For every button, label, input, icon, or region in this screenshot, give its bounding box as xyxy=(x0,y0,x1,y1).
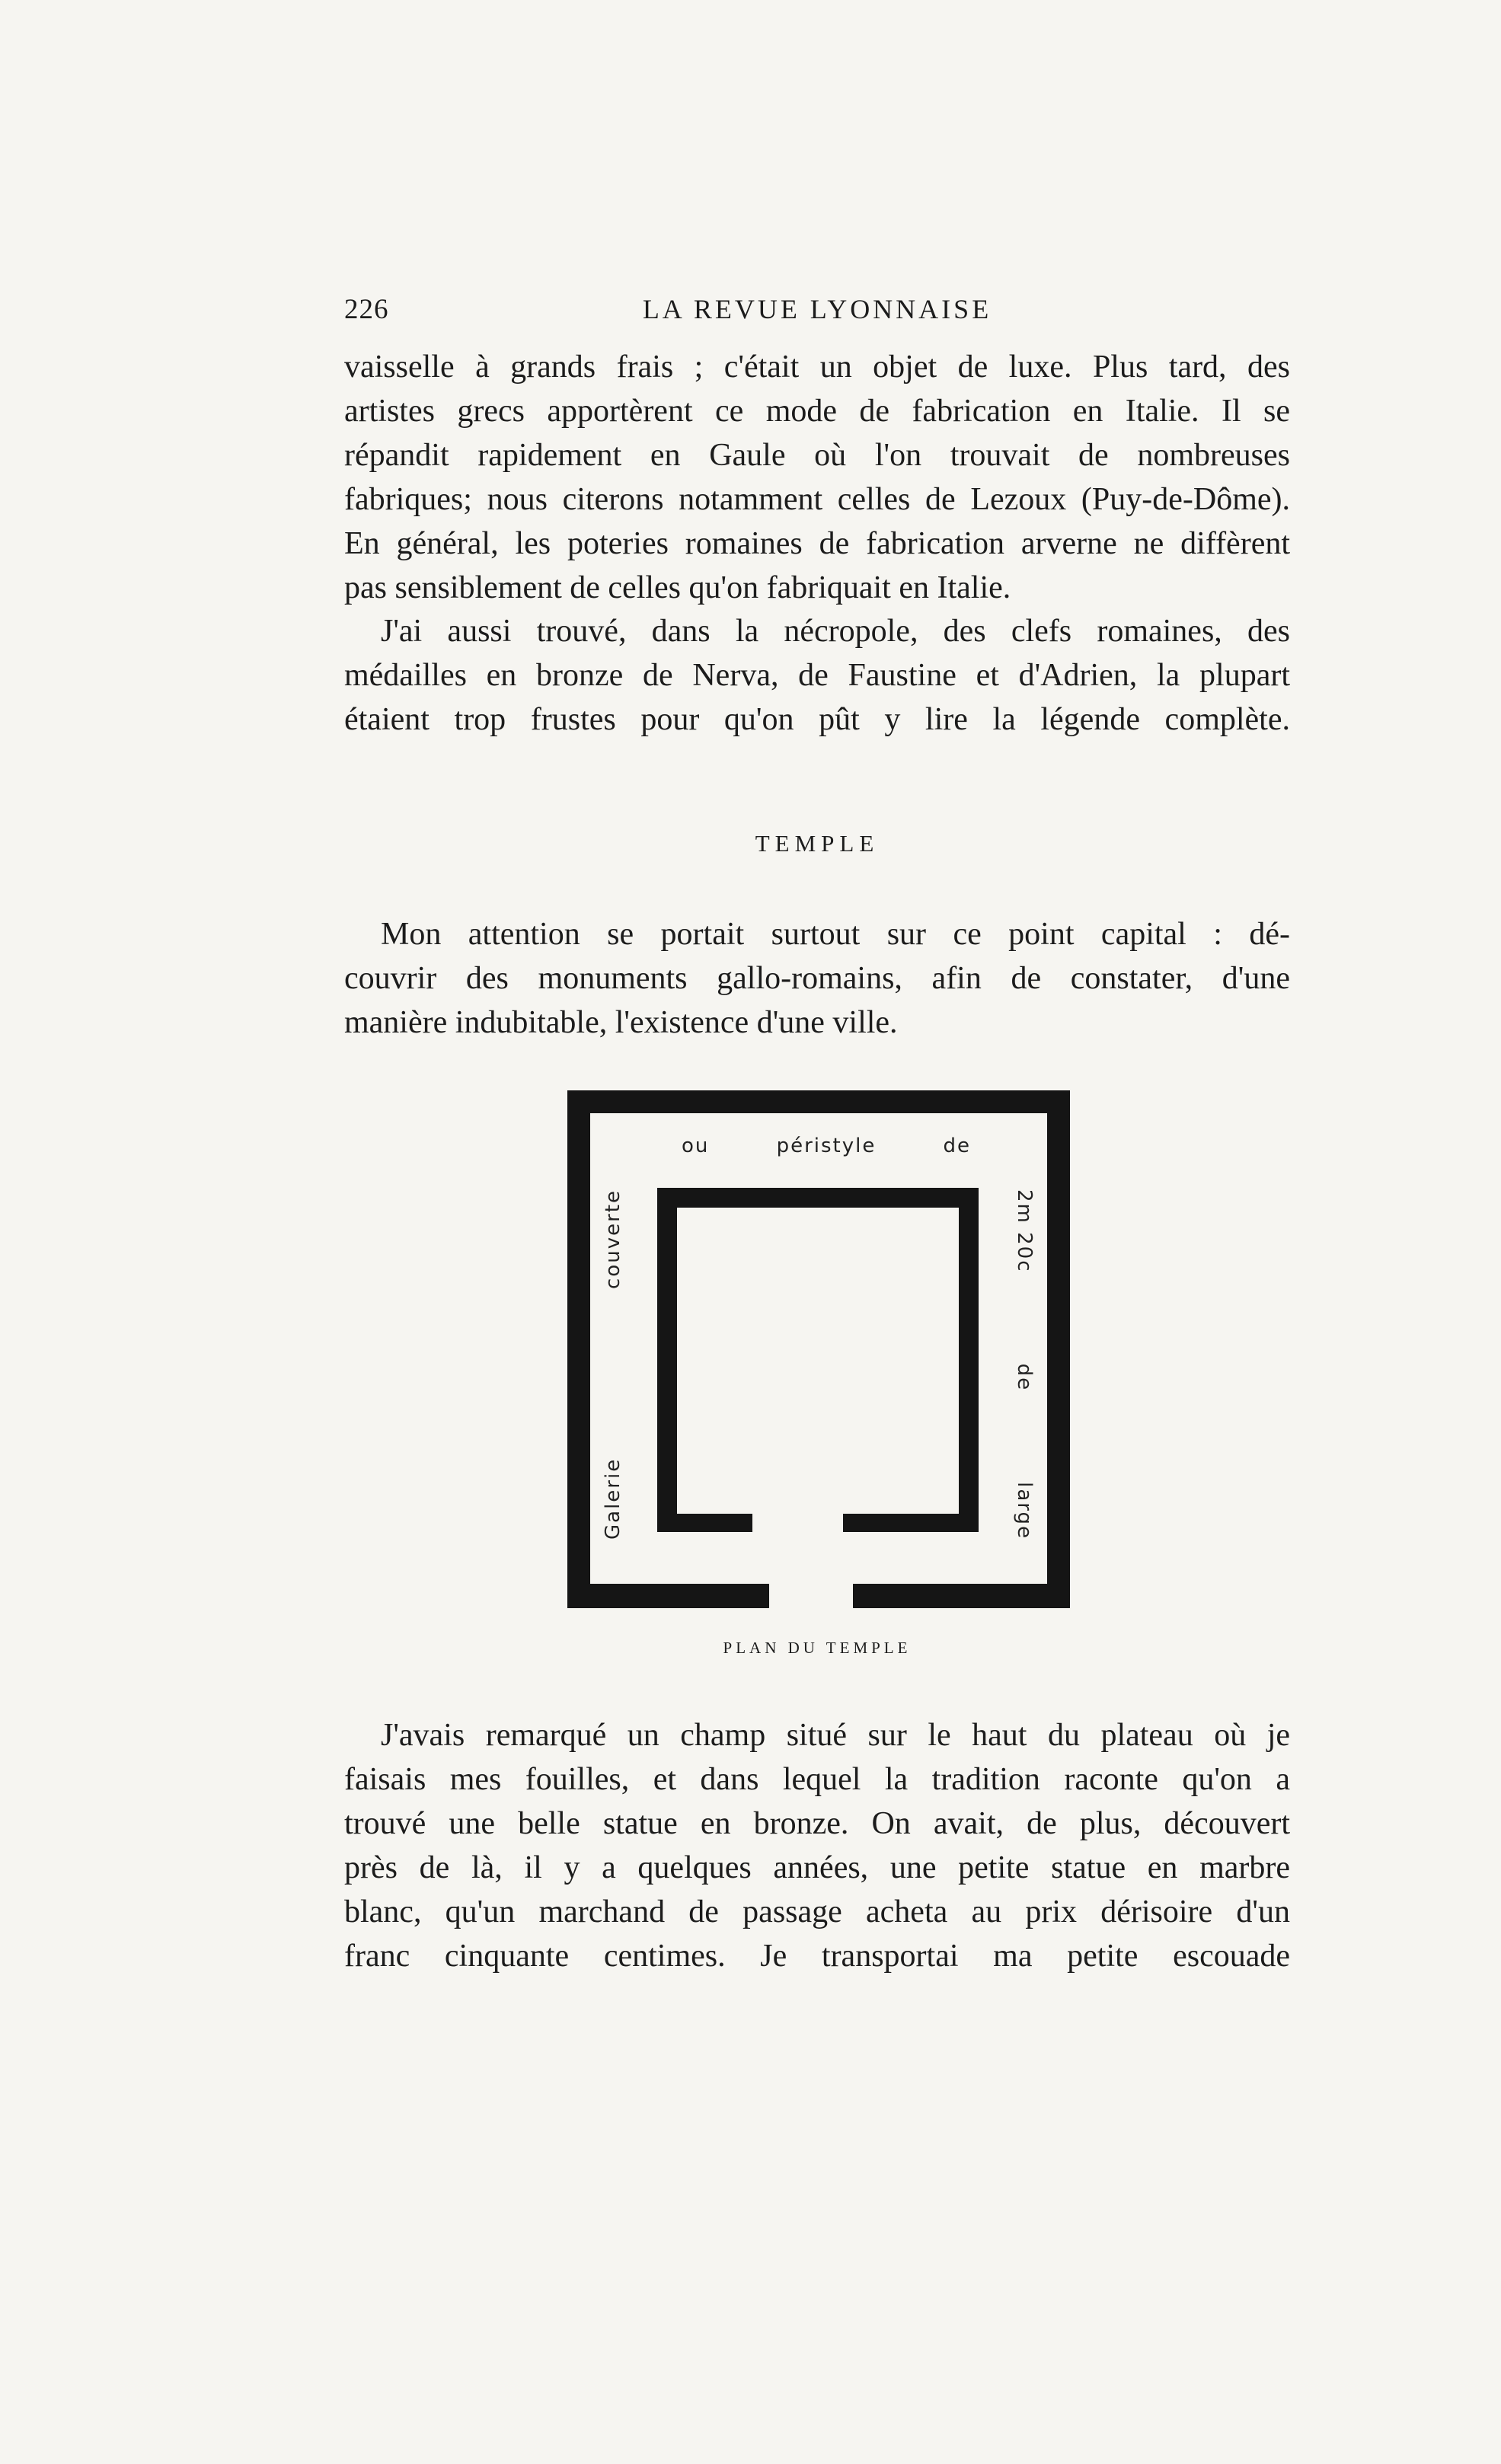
plan-label-word: couverte xyxy=(602,1189,624,1289)
text-line: étaient trop frustes pour qu'on pût y lire la légende complète. xyxy=(344,702,1290,737)
text-line: trouvé une belle statue en bronze. On avait, de plus, découvert xyxy=(344,1806,1290,1841)
text-line: blanc, qu'un marchand de passage acheta au prix dérisoire d'un xyxy=(344,1894,1290,1929)
paragraph-pottery xyxy=(344,345,1290,610)
text-line: J'avais remarqué un champ situé sur le haut du plateau où je xyxy=(381,1718,1290,1753)
paragraph-attention xyxy=(344,912,1290,1045)
text-line: Mon attention se portait surtout sur ce point capital : dé- xyxy=(381,917,1290,952)
plan-label-word: ou xyxy=(682,1135,710,1157)
outer-wall-bottom-left xyxy=(567,1584,769,1608)
inner-wall-right xyxy=(959,1188,979,1532)
text-line: pas sensiblement de celles qu'on fabriquait en Italie. xyxy=(344,570,1011,605)
plan-label-word: Galerie xyxy=(602,1457,624,1540)
plan-label-word: large xyxy=(1013,1482,1036,1540)
inner-wall-bottom-right xyxy=(843,1514,979,1532)
running-title: LA REVUE LYONNAISE xyxy=(642,294,992,324)
page-number: 226 xyxy=(344,294,389,325)
text-line: fabriques; nous citerons notamment celles de Lezoux (Puy-de-Dôme). xyxy=(344,482,1290,517)
inner-wall-bottom-left xyxy=(657,1514,752,1532)
outer-wall-right xyxy=(1047,1090,1070,1608)
inner-wall-left xyxy=(657,1188,677,1532)
paragraph-finds xyxy=(344,609,1290,742)
plan-label-right xyxy=(1001,1189,1047,1540)
outer-wall-top xyxy=(567,1090,1070,1113)
text-line: J'ai aussi trouvé, dans la nécropole, des clefs romaines, des xyxy=(381,614,1290,649)
text-line: artistes grecs apportèrent ce mode de fabrication en Italie. Il se xyxy=(344,394,1290,429)
text-line: manière indubitable, l'existence d'une ville. xyxy=(344,1005,898,1040)
plan-label-top xyxy=(682,1135,971,1157)
text-line: médailles en bronze de Nerva, de Faustine et d'Adrien, la plupart xyxy=(344,658,1290,693)
text-line: En général, les poteries romaines de fabrication arverne ne diffèrent xyxy=(344,526,1290,561)
text-line: franc cinquante centimes. Je transportai ma petite escouade xyxy=(344,1939,1290,1974)
outer-wall-left xyxy=(567,1090,590,1608)
text-line: répandit rapidement en Gaule où l'on trouvait de nombreuses xyxy=(344,438,1290,473)
section-title: TEMPLE xyxy=(755,830,880,857)
plan-label-word: de xyxy=(1013,1363,1036,1392)
temple-plan-diagram xyxy=(567,1090,1070,1608)
text-line: près de là, il y a quelques années, une petite statue en marbre xyxy=(344,1850,1290,1885)
inner-wall-top xyxy=(657,1188,979,1208)
plan-label-left xyxy=(590,1189,636,1540)
text-line: faisais mes fouilles, et dans lequel la tradition raconte qu'on a xyxy=(344,1762,1290,1797)
figure-caption: PLAN DU TEMPLE xyxy=(723,1639,912,1657)
temple-plan-figure xyxy=(567,1090,1070,1608)
paragraph-field xyxy=(344,1713,1290,1978)
plan-label-word: péristyle xyxy=(776,1135,877,1157)
outer-wall-bottom-right xyxy=(853,1584,1070,1608)
plan-label-word: de xyxy=(943,1135,971,1157)
page-header xyxy=(344,293,1290,331)
text-line: vaisselle à grands frais ; c'était un objet de luxe. Plus tard, des xyxy=(344,349,1290,385)
text-line: couvrir des monuments gallo-romains, afin de constater, d'une xyxy=(344,961,1290,996)
plan-label-word: 2m 20c xyxy=(1013,1189,1036,1273)
